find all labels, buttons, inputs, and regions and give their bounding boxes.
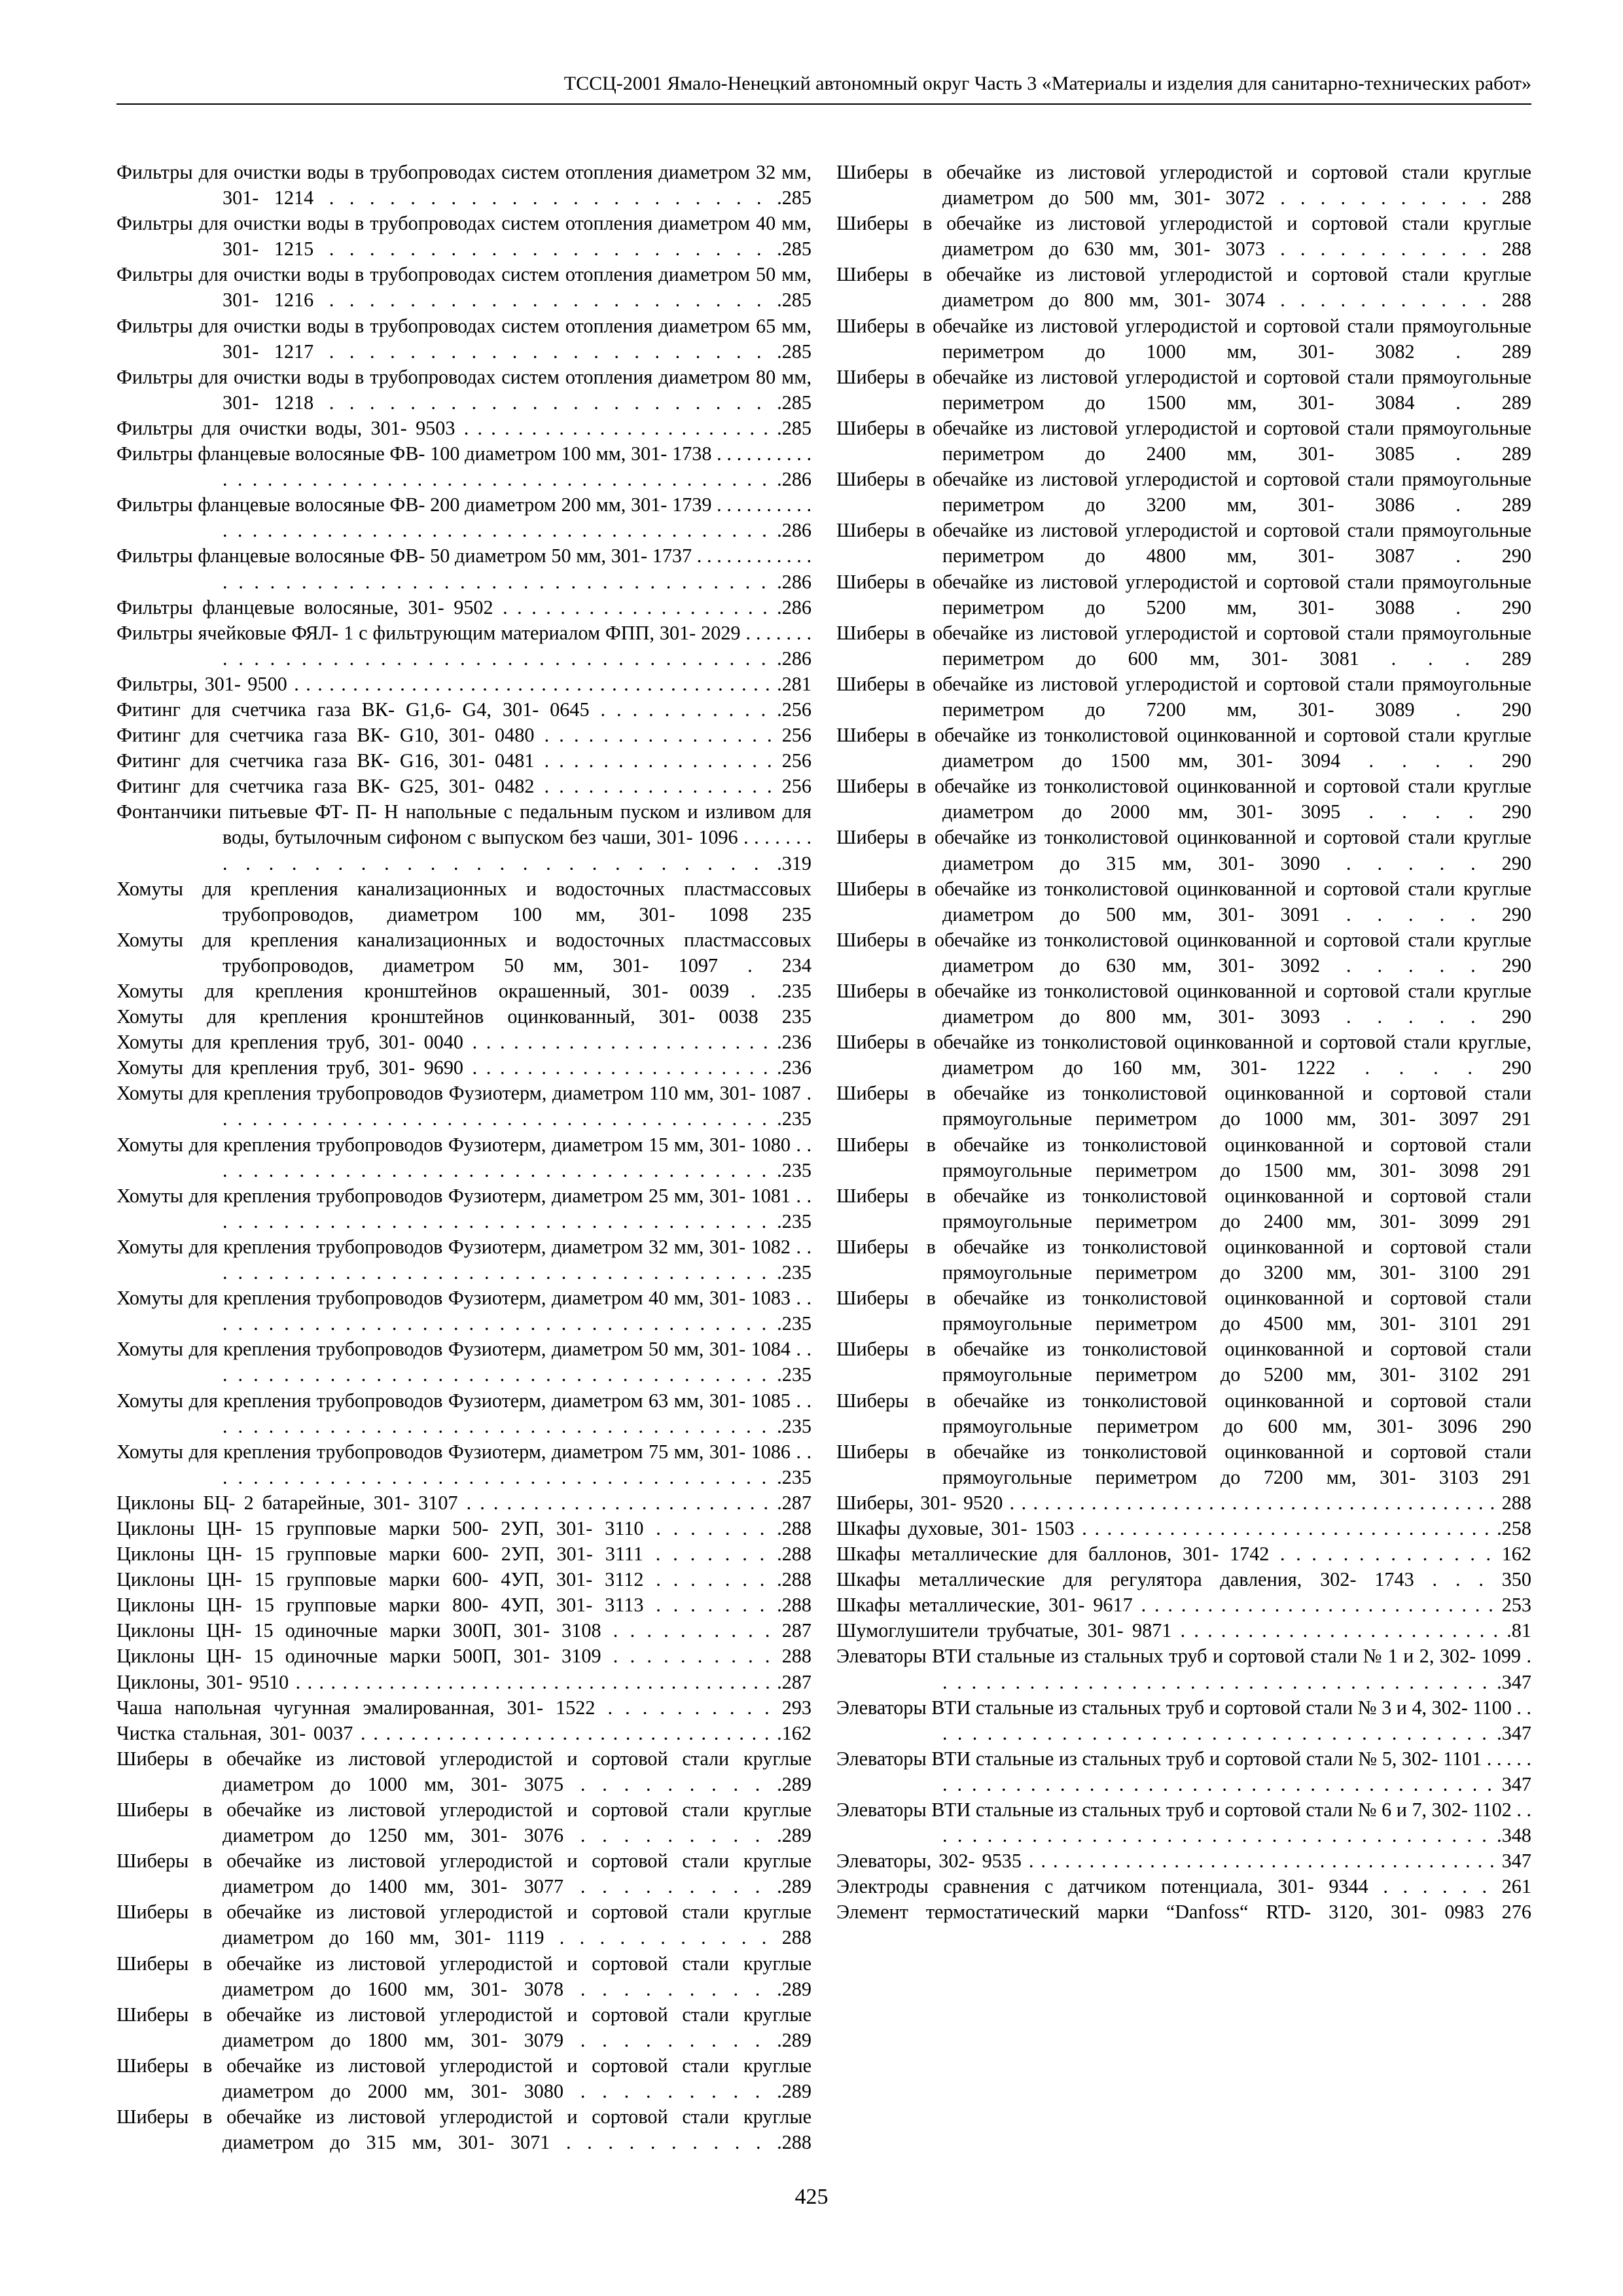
index-entry: Хомуты для крепления канализационных и водосточных пластмассовых трубопроводов, диаметром 100 мм, 301- 1098 235 <box>116 877 812 925</box>
index-entry: Хомуты для крепления трубопроводов Фузиотерм, диаметром 25 мм, 301- 1081 . . . . . . . . . . . . . . . . . . . . . . . . . . . . . . . . . . . . . . .235 <box>116 1184 812 1232</box>
index-entry: Шиберы в обечайке из тонколистовой оцинкованной и сортовой стали круглые диаметром до 500 мм, 301- 3091 . . . . . 290 <box>836 877 1531 925</box>
page-header: ТССЦ-2001 Ямало-Ненецкий автономный округ Часть 3 «Материалы и изделия для санитарно-технических работ» <box>563 73 1531 94</box>
index-entry: Шиберы в обечайке из тонколистовой оцинкованной и сортовой стали прямоугольные периметром до 1500 мм, 301- 3098 291 <box>836 1133 1531 1181</box>
index-entry: Хомуты для крепления труб, 301- 0040 . . . . . . . . . . . . . . . . . . . . . . .236 <box>116 1031 812 1054</box>
index-entry: Чистка стальная, 301- 0037 . . . . . . . . . . . . . . . . . . . . . . . . . . . . . . . . . .162 <box>116 1721 812 1744</box>
index-entry: Шиберы в обечайке из листовой углеродистой и сортовой стали прямоугольные периметром до 600 мм, 301- 3081 . . . 289 <box>836 621 1531 670</box>
index-entry: Хомуты для крепления трубопроводов Фузиотерм, диаметром 50 мм, 301- 1084 . . . . . . . . . . . . . . . . . . . . . . . . . . . . . . . . . . . . . . .235 <box>116 1338 812 1386</box>
index-entry: Хомуты для крепления трубопроводов Фузиотерм, диаметром 40 мм, 301- 1083 . . . . . . . . . . . . . . . . . . . . . . . . . . . . . . . . . . . . . . .235 <box>116 1287 812 1335</box>
index-entry: Элеваторы ВТИ стальные из стальных труб и сортовой стали № 6 и 7, 302- 1102 . . . . . . . . . . . . . . . . . . . . . . . . . . . . . . . . . . . . . . . .348 <box>836 1799 1531 1847</box>
index-entry: Шиберы в обечайке из листовой углеродистой и сортовой стали круглые диаметром до 160 мм, 301- 1119 . . . . . . . . . . . 288 <box>116 1901 812 1949</box>
index-entry: Шиберы в обечайке из листовой углеродистой и сортовой стали круглые диаметром до 1250 мм, 301- 3076 . . . . . . . . . .289 <box>116 1799 812 1847</box>
index-entry: Шиберы в обечайке из листовой углеродистой и сортовой стали прямоугольные периметром до 7200 мм, 301- 3089 . 290 <box>836 672 1531 721</box>
index-entry: Шиберы в обечайке из листовой углеродистой и сортовой стали круглые диаметром до 1600 мм, 301- 3078 . . . . . . . . . .289 <box>116 1952 812 2000</box>
index-entry: Циклоны ЦН- 15 групповые марки 600- 4УП, 301- 3112 . . . . . . . .288 <box>116 1568 812 1591</box>
index-entry: Циклоны ЦН- 15 групповые марки 800- 4УП, 301- 3113 . . . . . . . .288 <box>116 1594 812 1617</box>
index-entry: Фильтры для очистки воды в трубопроводах систем отопления диаметром 65 мм, 301- 1217 . . . . . . . . . . . . . . . . . . . . . . .285 <box>116 314 812 363</box>
index-entry: Шкафы металлические для регулятора давления, 302- 1743 . . . 350 <box>836 1568 1531 1591</box>
index-entry: Шиберы в обечайке из листовой углеродистой и сортовой стали прямоугольные периметром до 1500 мм, 301- 3084 . 289 <box>836 365 1531 414</box>
index-entry: Шиберы в обечайке из тонколистовой оцинкованной и сортовой стали прямоугольные периметром до 5200 мм, 301- 3102 291 <box>836 1338 1531 1386</box>
index-entry: Чаша напольная чугунная эмалированная, 301- 1522 . . . . . . . . . . 293 <box>116 1696 812 1719</box>
index-entry: Шиберы в обечайке из листовой углеродистой и сортовой стали прямоугольные периметром до 5200 мм, 301- 3088 . 290 <box>836 570 1531 619</box>
index-entry: Циклоны БЦ- 2 батарейные, 301- 3107 . . . . . . . . . . . . . . . . . . . . . . . .287 <box>116 1491 812 1514</box>
index-entry: Фильтры для очистки воды в трубопроводах систем отопления диаметром 50 мм, 301- 1216 . . . . . . . . . . . . . . . . . . . . . . .285 <box>116 263 812 312</box>
index-entry: Шиберы в обечайке из тонколистовой оцинкованной и сортовой стали круглые диаметром до 800 мм, 301- 3093 . . . . . 290 <box>836 980 1531 1028</box>
index-columns <box>116 160 1531 2154</box>
index-entry: Шкафы металлические, 301- 9617 . . . . . . . . . . . . . . . . . . . . . . . . . . . 253 <box>836 1594 1531 1617</box>
index-entry: Хомуты для крепления труб, 301- 9690 . . . . . . . . . . . . . . . . . . . . . . .236 <box>116 1056 812 1079</box>
index-entry: Шиберы в обечайке из листовой углеродистой и сортовой стали круглые диаметром до 1000 мм, 301- 3075 . . . . . . . . . .289 <box>116 1747 812 1795</box>
index-entry: Хомуты для крепления трубопроводов Фузиотерм, диаметром 75 мм, 301- 1086 . . . . . . . . . . . . . . . . . . . . . . . . . . . . . . . . . . . . . . .235 <box>116 1440 812 1488</box>
index-entry: Циклоны ЦН- 15 одиночные марки 300П, 301- 3108 . . . . . . . . . . 287 <box>116 1619 812 1642</box>
index-entry: Фонтанчики питьевые ФТ- П- Н напольные с педальным пуском и изливом для воды, бутылочным сифоном с выпуском без чаши, 301- 1096 . . . . . . . . . . . . . . . . . . . . . . . . . . . . . . . .319 <box>116 800 812 874</box>
index-entry: Шиберы в обечайке из листовой углеродистой и сортовой стали прямоугольные периметром до 4800 мм, 301- 3087 . 290 <box>836 519 1531 567</box>
index-entry: Шиберы в обечайке из тонколистовой оцинкованной и сортовой стали прямоугольные периметром до 600 мм, 301- 3096 290 <box>836 1389 1531 1437</box>
index-entry: Элеваторы ВТИ стальные из стальных труб и сортовой стали № 3 и 4, 302- 1100 . . . . . . . . . . . . . . . . . . . . . . . . . . . . . . . . . . . . . . . .347 <box>836 1696 1531 1744</box>
index-entry: Фильтры, 301- 9500 . . . . . . . . . . . . . . . . . . . . . . . . . . . . . . . . . . . . . . . . . .281 <box>116 672 812 695</box>
index-entry: Циклоны ЦН- 15 групповые марки 500- 2УП, 301- 3110 . . . . . . . .288 <box>116 1516 812 1539</box>
index-entry: Фильтры для очистки воды в трубопроводах систем отопления диаметром 32 мм, 301- 1214 . . . . . . . . . . . . . . . . . . . . . . .285 <box>116 161 812 209</box>
index-entry: Элеваторы, 302- 9535 . . . . . . . . . . . . . . . . . . . . . . . . . . . . . . . . . . . . . . . 347 <box>836 1850 1531 1873</box>
index-entry: Циклоны ЦН- 15 одиночные марки 500П, 301- 3109 . . . . . . . . . . 288 <box>116 1645 812 1668</box>
index-entry: Шиберы в обечайке из листовой углеродистой и сортовой стали круглые диаметром до 2000 мм, 301- 3080 . . . . . . . . . .289 <box>116 2054 812 2103</box>
index-column-right <box>836 160 1531 2123</box>
index-entry: Шиберы в обечайке из тонколистовой оцинкованной и сортовой стали круглые диаметром до 630 мм, 301- 3092 . . . . . 290 <box>836 928 1531 977</box>
index-entry: Фильтры фланцевые волосяные ФВ- 100 диаметром 100 мм, 301- 1738 . . . . . . . . . . . . . . . . . . . . . . . . . . . . . . . . . . . . . . . . . . . . . . . .286 <box>116 442 812 491</box>
index-entry: Циклоны, 301- 9510 . . . . . . . . . . . . . . . . . . . . . . . . . . . . . . . . . . . . . . . . . .287 <box>116 1670 812 1693</box>
index-entry: Шиберы в обечайке из тонколистовой оцинкованной и сортовой стали круглые, диаметром до 160 мм, 301- 1222 . . . . 290 <box>836 1031 1531 1079</box>
index-entry: Фитинг для счетчика газа ВК- G10, 301- 0480 . . . . . . . . . . . . . . . . 256 <box>116 724 812 747</box>
index-entry: Фильтры для очистки воды в трубопроводах систем отопления диаметром 80 мм, 301- 1218 . . . . . . . . . . . . . . . . . . . . . . .285 <box>116 365 812 414</box>
index-entry: Фильтры для очистки воды в трубопроводах систем отопления диаметром 40 мм, 301- 1215 . . . . . . . . . . . . . . . . . . . . . . .285 <box>116 212 812 260</box>
index-entry: Шиберы в обечайке из тонколистовой оцинкованной и сортовой стали круглые диаметром до 1500 мм, 301- 3094 . . . . 290 <box>836 724 1531 772</box>
index-entry: Хомуты для крепления трубопроводов Фузиотерм, диаметром 110 мм, 301- 1087 . . . . . . . . . . . . . . . . . . . . . . . . . . . . . . . . . . . . . . .235 <box>116 1082 812 1130</box>
index-entry: Фитинг для счетчика газа ВК- G1,6- G4, 301- 0645 . . . . . . . . . . . .256 <box>116 698 812 721</box>
index-entry: Шиберы в обечайке из тонколистовой оцинкованной и сортовой стали прямоугольные периметром до 7200 мм, 301- 3103 291 <box>836 1440 1531 1488</box>
index-entry: Шкафы духовые, 301- 1503 . . . . . . . . . . . . . . . . . . . . . . . . . . . . . . . . . .258 <box>836 1516 1531 1539</box>
index-entry: Шиберы в обечайке из тонколистовой оцинкованной и сортовой стали прямоугольные периметром до 4500 мм, 301- 3101 291 <box>836 1287 1531 1335</box>
index-entry: Шиберы в обечайке из листовой углеродистой и сортовой стали круглые диаметром до 800 мм, 301- 3074 . . . . . . . . . . . 288 <box>836 263 1531 312</box>
index-entry: Шиберы в обечайке из листовой углеродистой и сортовой стали круглые диаметром до 1800 мм, 301- 3079 . . . . . . . . . .289 <box>116 2003 812 2051</box>
index-entry: Фильтры фланцевые волосяные ФВ- 200 диаметром 200 мм, 301- 1739 . . . . . . . . . . . . . . . . . . . . . . . . . . . . . . . . . . . . . . . . . . . . . . . .286 <box>116 493 812 542</box>
index-entry: Шиберы в обечайке из тонколистовой оцинкованной и сортовой стали круглые диаметром до 2000 мм, 301- 3095 . . . . 290 <box>836 775 1531 823</box>
index-entry: Элемент термостатический марки “Danfoss“ RTD- 3120, 301- 0983 276 <box>836 1901 1531 1924</box>
index-entry: Фильтры ячейковые ФЯЛ- 1 с фильтрующим материалом ФПП, 301- 2029 . . . . . . . . . . . . . . . . . . . . . . . . . . . . . . . . . . . . . . . . . . .286 <box>116 621 812 670</box>
index-entry: Шиберы в обечайке из тонколистовой оцинкованной и сортовой стали прямоугольные периметром до 1000 мм, 301- 3097 291 <box>836 1082 1531 1130</box>
index-entry: Шумоглушители трубчатые, 301- 9871 . . . . . . . . . . . . . . . . . . . . . . . . .81 <box>836 1619 1531 1642</box>
index-column-left <box>116 160 812 2154</box>
index-entry: Шиберы в обечайке из листовой углеродистой и сортовой стали круглые диаметром до 1400 мм, 301- 3077 . . . . . . . . . .289 <box>116 1850 812 1898</box>
index-entry: Шиберы в обечайке из тонколистовой оцинкованной и сортовой стали прямоугольные периметром до 2400 мм, 301- 3099 291 <box>836 1184 1531 1232</box>
index-entry: Шиберы, 301- 9520 . . . . . . . . . . . . . . . . . . . . . . . . . . . . . . . . . . . . . . . . . . 288 <box>836 1491 1531 1514</box>
index-entry: Фитинг для счетчика газа ВК- G25, 301- 0482 . . . . . . . . . . . . . . . . 256 <box>116 775 812 798</box>
index-entry: Шиберы в обечайке из листовой углеродистой и сортовой стали прямоугольные периметром до 2400 мм, 301- 3085 . 289 <box>836 416 1531 465</box>
index-entry: Хомуты для крепления трубопроводов Фузиотерм, диаметром 32 мм, 301- 1082 . . . . . . . . . . . . . . . . . . . . . . . . . . . . . . . . . . . . . . .235 <box>116 1235 812 1284</box>
header-rule <box>116 103 1531 105</box>
index-entry: Электроды сравнения с датчиком потенциала, 301- 9344 . . . . . . 261 <box>836 1875 1531 1898</box>
index-entry: Шиберы в обечайке из листовой углеродистой и сортовой стали прямоугольные периметром до 3200 мм, 301- 3086 . 289 <box>836 468 1531 516</box>
index-entry: Хомуты для крепления канализационных и водосточных пластмассовых трубопроводов, диаметром 50 мм, 301- 1097 . 234 <box>116 928 812 977</box>
index-entry: Шиберы в обечайке из листовой углеродистой и сортовой стали круглые диаметром до 500 мм, 301- 3072 . . . . . . . . . . . 288 <box>836 161 1531 209</box>
index-entry: Хомуты для крепления трубопроводов Фузиотерм, диаметром 15 мм, 301- 1080 . . . . . . . . . . . . . . . . . . . . . . . . . . . . . . . . . . . . . . .235 <box>116 1133 812 1181</box>
index-entry: Фильтры для очистки воды, 301- 9503 . . . . . . . . . . . . . . . . . . . . . . . .285 <box>116 416 812 439</box>
index-entry: Хомуты для крепления кронштейнов оцинкованный, 301- 0038 235 <box>116 1005 812 1028</box>
index-entry: Хомуты для крепления трубопроводов Фузиотерм, диаметром 63 мм, 301- 1085 . . . . . . . . . . . . . . . . . . . . . . . . . . . . . . . . . . . . . . .235 <box>116 1389 812 1437</box>
index-entry: Шиберы в обечайке из листовой углеродистой и сортовой стали прямоугольные периметром до 1000 мм, 301- 3082 . 289 <box>836 314 1531 363</box>
index-entry: Шкафы металлические для баллонов, 301- 1742 . . . . . . . . . . . . . . 162 <box>836 1543 1531 1566</box>
index-entry: Шиберы в обечайке из тонколистовой оцинкованной и сортовой стали круглые диаметром до 315 мм, 301- 3090 . . . . . 290 <box>836 826 1531 874</box>
index-entry: Фитинг для счетчика газа ВК- G16, 301- 0481 . . . . . . . . . . . . . . . . 256 <box>116 749 812 772</box>
index-entry: Шиберы в обечайке из листовой углеродистой и сортовой стали круглые диаметром до 315 мм, 301- 3071 . . . . . . . . . . .288 <box>116 2106 812 2154</box>
index-entry: Элеваторы ВТИ стальные из стальных труб и сортовой стали № 1 и 2, 302- 1099 . . . . . . . . . . . . . . . . . . . . . . . . . . . . . . . . . . . . . . . .347 <box>836 1645 1531 1693</box>
index-entry: Фильтры фланцевые волосяные ФВ- 50 диаметром 50 мм, 301- 1737 . . . . . . . . . . . . . . . . . . . . . . . . . . . . . . . . . . . . . . . . . . . . . . . .286 <box>116 545 812 593</box>
index-entry: Циклоны ЦН- 15 групповые марки 600- 2УП, 301- 3111 . . . . . . . .288 <box>116 1543 812 1566</box>
index-entry: Элеваторы ВТИ стальные из стальных труб и сортовой стали № 5, 302- 1101 . . . . . . . . . . . . . . . . . . . . . . . . . . . . . . . . . . . . . . . . . . . 347 <box>836 1747 1531 1795</box>
index-entry: Шиберы в обечайке из тонколистовой оцинкованной и сортовой стали прямоугольные периметром до 3200 мм, 301- 3100 291 <box>836 1235 1531 1284</box>
page-number: 425 <box>794 2185 829 2209</box>
index-entry: Фильтры фланцевые волосяные, 301- 9502 . . . . . . . . . . . . . . . . . . . .286 <box>116 596 812 619</box>
index-entry: Хомуты для крепления кронштейнов окрашенный, 301- 0039 . .235 <box>116 980 812 1002</box>
index-entry: Шиберы в обечайке из листовой углеродистой и сортовой стали круглые диаметром до 630 мм, 301- 3073 . . . . . . . . . . . 288 <box>836 212 1531 260</box>
